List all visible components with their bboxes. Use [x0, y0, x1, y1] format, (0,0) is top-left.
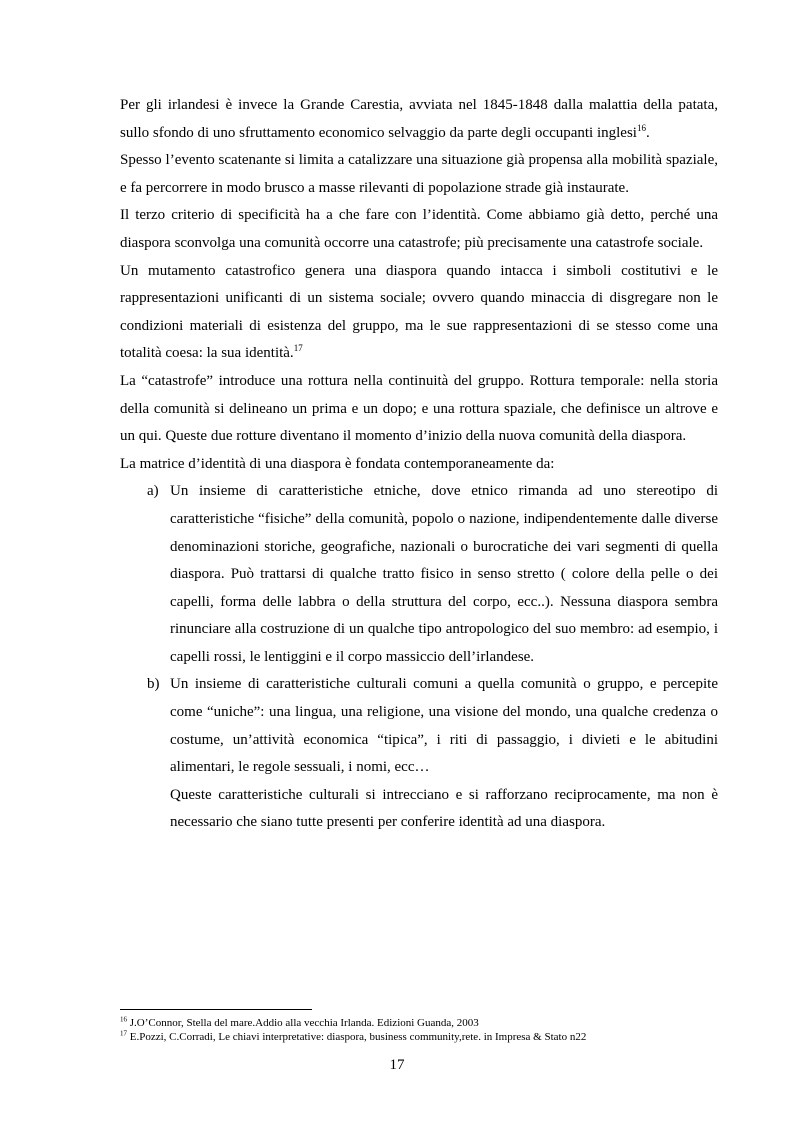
paragraph-3: Il terzo criterio di specificità ha a che fare con l’identità. Come abbiamo già detto, perché una diaspora sconvolga una comunità occorre una catastrofe; più precisamente una catastrofe sociale.: [120, 207, 718, 251]
list-item: [120, 478, 718, 671]
list-marker: b): [147, 676, 160, 693]
footnote-number: 16: [120, 1015, 127, 1024]
list-item: [120, 671, 718, 837]
footnote-ref-16[interactable]: 16: [636, 122, 646, 133]
list-item-continuation: Queste caratteristiche culturali si intrecciano e si rafforzano reciprocamente, ma non è necessario che siano tutte presenti per conferire identità ad una diaspora.: [170, 786, 718, 831]
list-item-text: Un insieme di caratteristiche culturali comuni a quella comunità o gruppo, e percepite come “uniche”: una lingua, una religione, una visione del mondo, una qualche credenza o costume, un’attività economica “tipica”, i riti di passaggio, i divieti e le abitudini alimentari, le regole sessuali, i nomi, ecc…: [170, 676, 718, 776]
footnote-divider: [120, 1009, 312, 1010]
footnotes: [120, 1016, 720, 1044]
footnote-number: 17: [120, 1029, 127, 1038]
paragraph-1: Per gli irlandesi è invece la Grande Carestia, avviata nel 1845-1848 dalla malattia della patata, sullo sfondo di uno sfruttamento economico selvaggio da parte degli occupanti inglesi$^{16}$.: [120, 97, 718, 141]
footnote-16: $^{16}$ J.O’Connor, Stella del mare.Addio alla vecchia Irlanda. Edizioni Guanda, 2003: [120, 1015, 479, 1029]
paragraph-6: La matrice d’identità di una diaspora è fondata contemporaneamente da:: [120, 455, 555, 472]
footnote-17: $^{17}$ E.Pozzi, C.Corradi, Le chiavi interpretative: diaspora, business community,rete. in Impresa & Stato n22: [120, 1029, 587, 1043]
identity-list: [120, 478, 718, 837]
paragraph-4: Un mutamento catastrofico genera una diaspora quando intacca i simboli costitutivi e le rappresentazioni unificanti di un sistema sociale; ovvero quando minaccia di disgregare non le condizioni materiali di esistenza del gruppo, ma le sue rappresentazioni di se stesso come una totalità coesa: la sua identità.$^{17}$: [120, 262, 718, 362]
page-body: [120, 92, 718, 837]
list-item-text: Un insieme di caratteristiche etniche, dove etnico rimanda ad uno stereotipo di caratteristiche “fisiche” della comunità, popolo o nazione, indipendentemente dalle diverse denominazioni storiche, geografiche, nazionali o burocratiche dei vari segmenti di quella diaspora. Può trattarsi di qualche tratto fisico in senso stretto ( colore della pelle o dei capelli, forma delle labbra o della struttura del corpo, ecc..). Nessuna diaspora sembra rinunciare alla costruzione di un qualche tipo antropologico del suo membro: ad esempio, i capelli rossi, le lentiggini e il corpo massiccio dell’irlandese.: [170, 483, 718, 665]
paragraph-5: La “catastrofe” introduce una rottura nella continuità del gruppo. Rottura temporale: nella storia della comunità si delineano un prima e un dopo; e una rottura spaziale, che definisce un altrove e un qui. Queste due rotture diventano il momento d’inizio della nuova comunità della diaspora.: [120, 372, 718, 445]
page-number: 17: [389, 1057, 405, 1073]
list-marker: a): [147, 483, 159, 500]
footnote-ref-17[interactable]: 17: [293, 343, 303, 354]
paragraph-2: Spesso l’evento scatenante si limita a catalizzare una situazione già propensa alla mobilità spaziale, e fa percorrere in modo brusco a masse rilevanti di popolazione strade già instaurate.: [120, 152, 718, 196]
